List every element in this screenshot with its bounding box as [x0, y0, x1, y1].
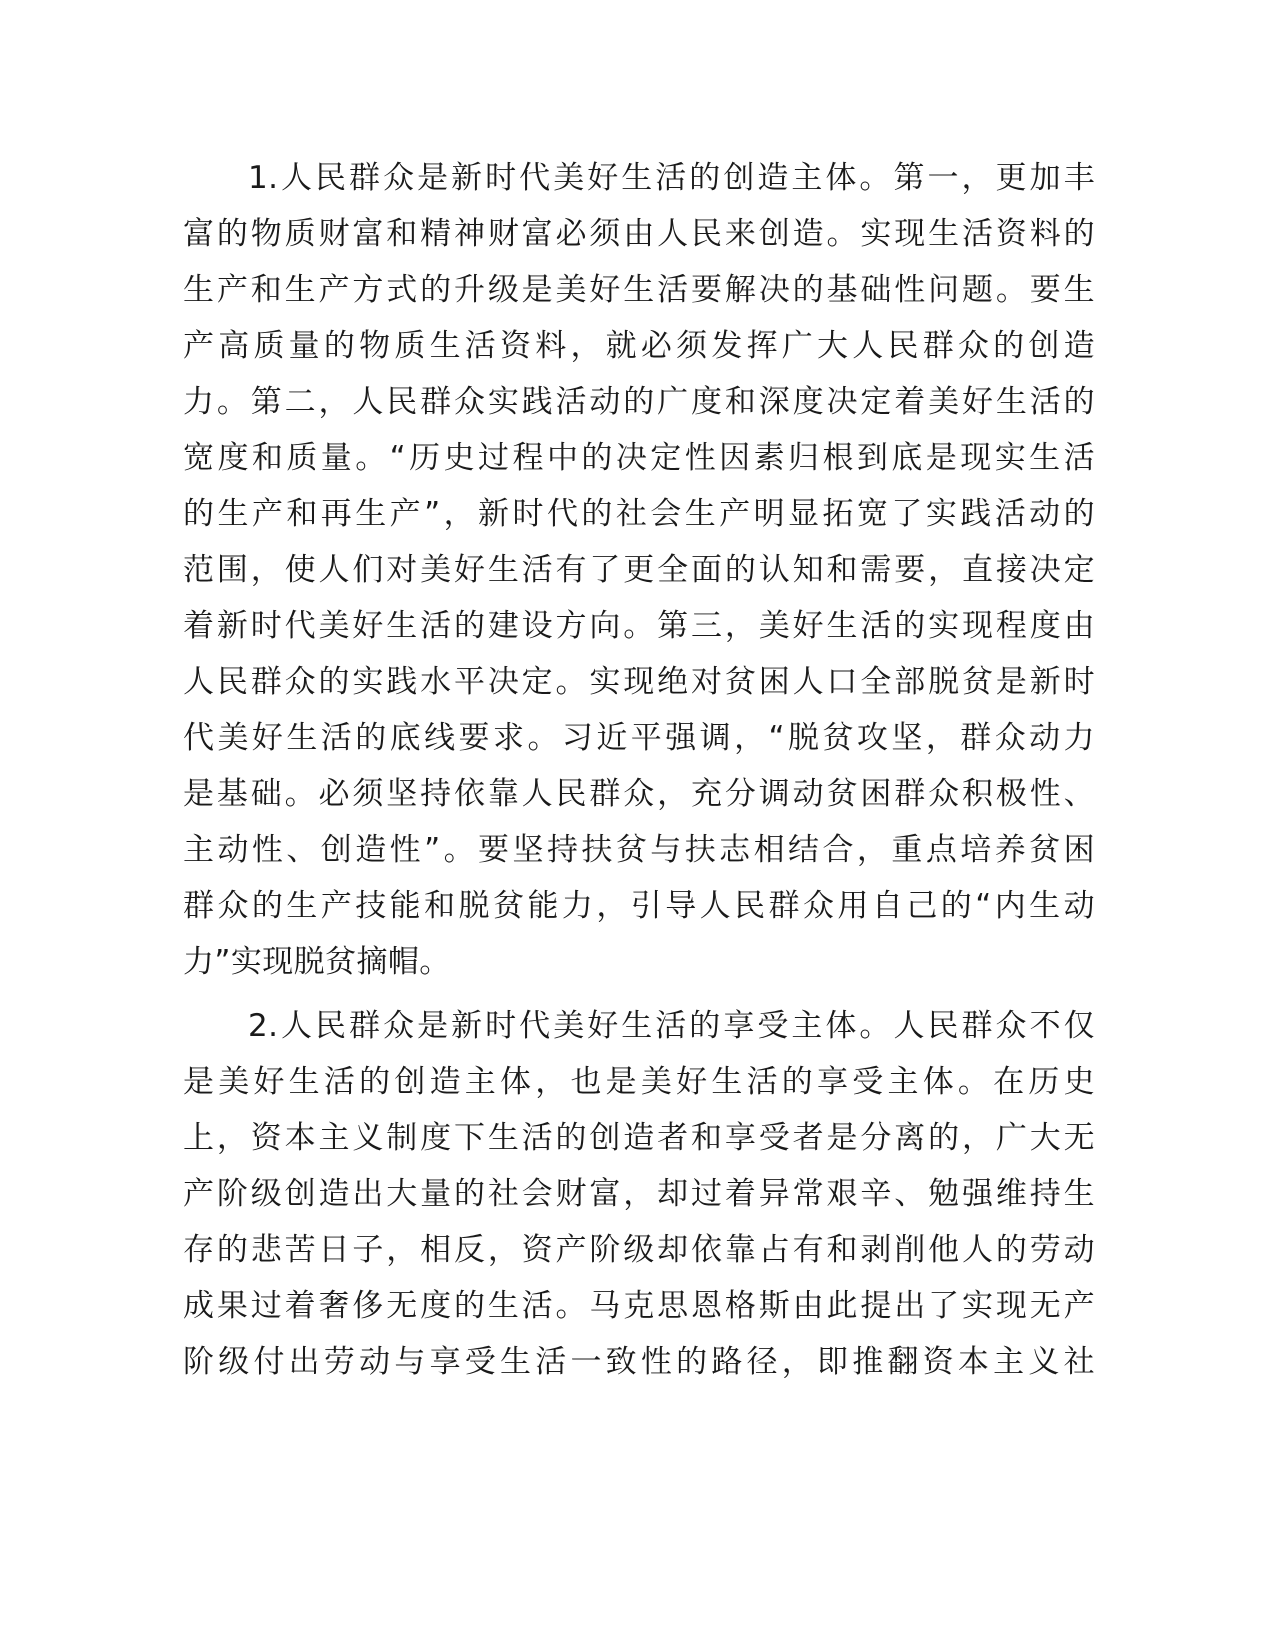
text-line: 的生产和再生产”，新时代的社会生产明显拓宽了实践活动的	[183, 496, 1095, 532]
text-line: 成果过着奢侈无度的生活。马克思恩格斯由此提出了实现无产	[183, 1288, 1095, 1324]
text-line: 宽度和质量。“历史过程中的决定性因素归根到底是现实生活	[183, 440, 1095, 476]
text-line: 生产和生产方式的升级是美好生活要解决的基础性问题。要生	[183, 272, 1095, 308]
text-line: 力”实现脱贫摘帽。	[183, 944, 451, 980]
text-line: 2.人民群众是新时代美好生活的享受主体。人民群众不仅	[248, 1008, 1095, 1044]
text-line: 上，资本主义制度下生活的创造者和享受者是分离的，广大无	[183, 1120, 1095, 1156]
text-line: 主动性、创造性”。要坚持扶贫与扶志相结合，重点培养贫困	[183, 832, 1095, 868]
paragraph-1	[183, 150, 1095, 990]
text-line: 1.人民群众是新时代美好生活的创造主体。第一，更加丰	[248, 160, 1095, 196]
text-line: 是基础。必须坚持依靠人民群众，充分调动贫困群众积极性、	[183, 776, 1095, 812]
paragraph-2	[183, 998, 1095, 1390]
text-line: 代美好生活的底线要求。习近平强调，“脱贫攻坚，群众动力	[183, 720, 1095, 756]
text-line: 产阶级创造出大量的社会财富，却过着异常艰辛、勉强维持生	[183, 1176, 1095, 1212]
text-line: 阶级付出劳动与享受生活一致性的路径，即推翻资本主义社	[183, 1344, 1095, 1380]
paragraph-spacer	[183, 990, 1095, 998]
document-body	[183, 150, 1095, 1390]
text-line: 着新时代美好生活的建设方向。第三，美好生活的实现程度由	[183, 608, 1095, 644]
text-line: 存的悲苦日子，相反，资产阶级却依靠占有和剥削他人的劳动	[183, 1232, 1095, 1268]
text-line: 产高质量的物质生活资料，就必须发挥广大人民群众的创造	[183, 328, 1095, 364]
text-line: 富的物质财富和精神财富必须由人民来创造。实现生活资料的	[183, 216, 1095, 252]
text-line: 人民群众的实践水平决定。实现绝对贫困人口全部脱贫是新时	[183, 664, 1095, 700]
text-line: 是美好生活的创造主体，也是美好生活的享受主体。在历史	[183, 1064, 1095, 1100]
text-line: 范围，使人们对美好生活有了更全面的认知和需要，直接决定	[183, 552, 1095, 588]
text-line: 力。第二，人民群众实践活动的广度和深度决定着美好生活的	[183, 384, 1095, 420]
text-line: 群众的生产技能和脱贫能力，引导人民群众用自己的“内生动	[183, 888, 1095, 924]
